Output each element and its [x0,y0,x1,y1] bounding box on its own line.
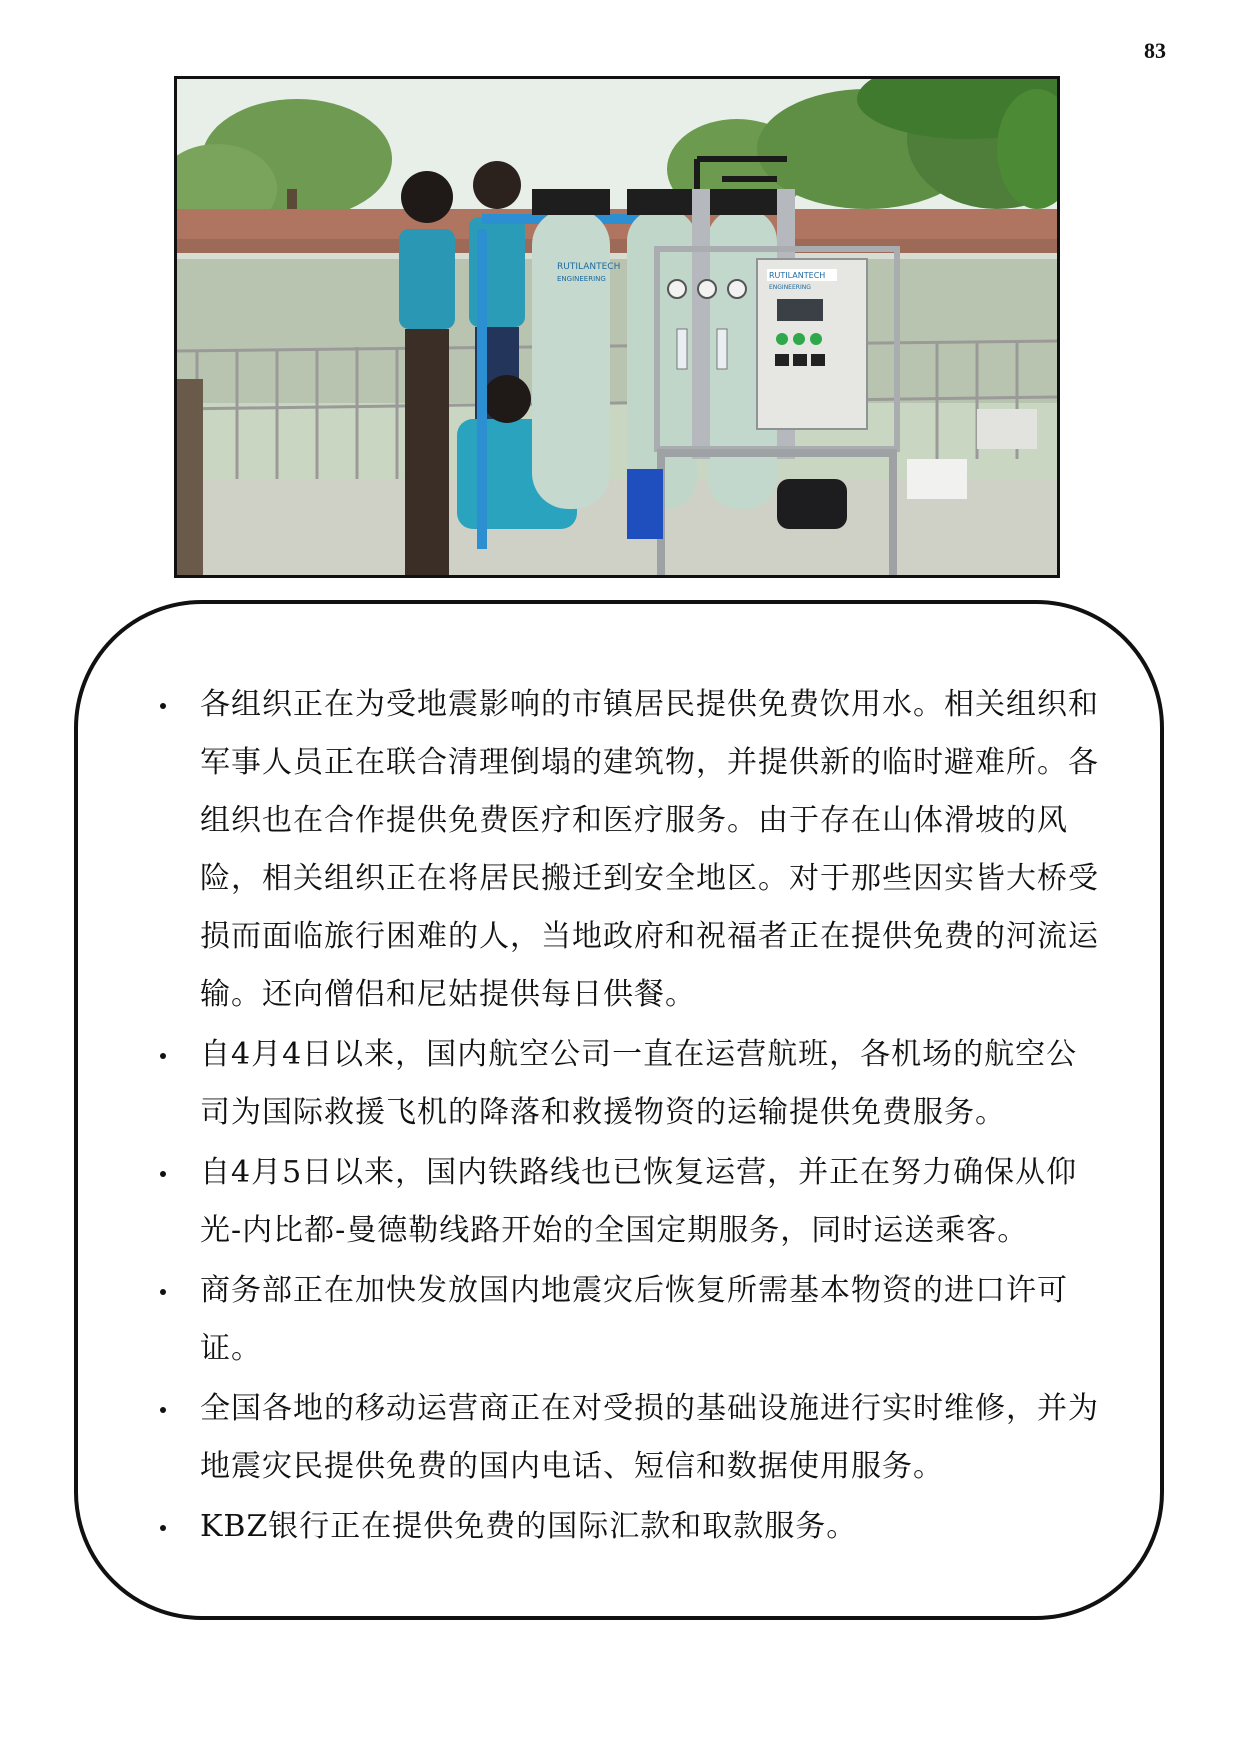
tank-label-sub: ENGINEERING [557,275,606,283]
bullet-text: 全国各地的移动运营商正在对受损的基础设施进行实时维修，并为地震灾民提供免费的国内电话、短信和数据使用服务。 [200,1391,1099,1484]
bullet-dot-icon [160,1525,166,1531]
bullet-item [160,1144,1100,1260]
bullet-dot-icon [160,1407,166,1413]
bullet-text: 自4月5日以来，国内铁路线也已恢复运营，并正在努力确保从仰光-内比都-曼德勒线路开始的全国定期服务，同时运送乘客。 [200,1155,1078,1248]
page-number: 83 [1144,38,1166,63]
bullet-dot-icon [160,703,166,709]
bullet-list [160,676,1100,1556]
panel-label: RUTILANTECH [769,271,826,280]
bullet-item [160,1498,1100,1556]
bullet-dot-icon [160,1289,166,1295]
photo-illustration [177,79,1057,575]
panel-label-sub: ENGINEERING [769,284,811,291]
tank-label: RUTILANTECH [557,262,621,272]
photo-water-purification [174,76,1060,578]
bullet-item [160,676,1100,1024]
bullet-text: KBZ银行正在提供免费的国际汇款和取款服务。 [200,1509,858,1544]
bullet-item [160,1262,1100,1378]
bullet-text: 各组织正在为受地震影响的市镇居民提供免费饮用水。相关组织和军事人员正在联合清理倒塌的建筑物，并提供新的临时避难所。各组织也在合作提供免费医疗和医疗服务。由于存在山体滑坡的风险，相关组织正在将居民搬迁到安全地区。对于那些因实皆大桥受损而面临旅行困难的人，当地政府和祝福者正在提供免费的河流运输。还向僧侣和尼姑提供每日供餐。 [200,687,1099,1012]
content-box [74,600,1164,1620]
bullet-text: 自4月4日以来，国内航空公司一直在运营航班，各机场的航空公司为国际救援飞机的降落和救援物资的运输提供免费服务。 [200,1037,1078,1130]
bullet-dot-icon [160,1053,166,1059]
bullet-item [160,1026,1100,1142]
bullet-dot-icon [160,1171,166,1177]
bullet-item [160,1380,1100,1496]
bullet-text: 商务部正在加快发放国内地震灾后恢复所需基本物资的进口许可证。 [200,1273,1068,1366]
